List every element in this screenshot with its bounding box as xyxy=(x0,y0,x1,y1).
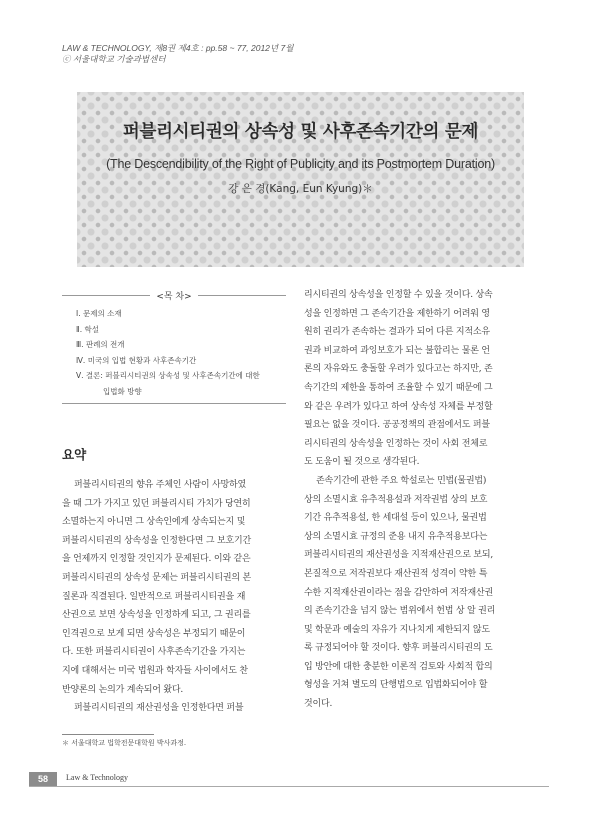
table-of-contents xyxy=(62,288,286,404)
abstract-line: 필요는 없을 것이다. 공공정책의 관점에서도 퍼블 xyxy=(304,420,490,431)
toc-bottom-rule xyxy=(62,403,286,404)
abstract-right-column xyxy=(304,286,544,714)
abstract-line: 반양론의 논의가 계속되어 왔다. xyxy=(62,684,184,695)
toc-rule-left xyxy=(62,295,150,296)
abstract-line: 퍼블리시티권의 향유 주체인 사람이 사망하였 xyxy=(74,480,247,490)
abstract-line: 퍼블리시티권의 상속성을 인정한다면 그 보호기간 xyxy=(62,535,252,546)
article-title: 퍼블리시티권의 상속성 및 사후존속기간의 문제 xyxy=(122,122,479,142)
toc-item: Ⅱ. 학설 xyxy=(76,324,99,334)
abstract-line: 질론과 직결된다. 일반적으로 퍼블리시티권을 재 xyxy=(62,591,246,602)
abstract-line: 인격권으로 보게 되면 상속성은 부정되기 때문이 xyxy=(62,628,246,639)
abstract-line: 지에 대해서는 미국 법원과 학자들 사이에서도 찬 xyxy=(62,665,248,676)
journal-citation: LAW & TECHNOLOGY, 제8권 제4호 : pp.58 ~ 77, 2012년 7월 xyxy=(62,43,294,53)
author-name: 강 은 경(Kang, Eun Kyung)＊ xyxy=(228,183,373,195)
abstract-line: 론의 자유와도 충돌할 우려가 있다고는 하지만, 존 xyxy=(304,364,493,375)
abstract-line: 록 규정되어야 할 것이다. 향후 퍼블리시티권의 도 xyxy=(304,643,493,654)
abstract-line: 소멸하는지 아니면 그 상속인에게 상속되는지 및 xyxy=(62,517,246,528)
footnote-rule xyxy=(62,734,154,735)
toc-rule-right xyxy=(198,295,286,296)
abstract-line: 산권으로 보면 상속성을 인정하게 되고, 그 권리를 xyxy=(62,610,251,621)
toc-item: 입법화 방향 xyxy=(103,386,142,396)
journal-header xyxy=(62,43,293,65)
abstract-line: 도 도움이 될 것으로 생각된다. xyxy=(304,457,420,468)
toc-item: Ⅳ. 미국의 입법 현황과 사후존속기간 xyxy=(76,355,197,365)
abstract-line: 리시티권의 상속성을 인정할 수 있을 것이다. 상속 xyxy=(304,290,493,300)
abstract-line: 리시티권의 상속성을 인정하는 것이 사회 전체로 xyxy=(304,438,488,449)
abstract-line: 을 때 그가 가지고 있던 퍼블리시티 가치가 당연히 xyxy=(62,498,251,509)
abstract-line: 수한 지적재산권이라는 점을 감안하여 저작재산권 xyxy=(304,587,494,598)
article-title-english: (The Descendibility of the Right of Publicity and its Postmortem Duration) xyxy=(106,157,495,171)
abstract-line: 권과 비교하여 과잉보호가 되는 불합리는 물론 언 xyxy=(304,345,490,356)
toc-item: Ⅴ. 결론: 퍼블리시티권의 상속성 및 사후존속기간에 대한 xyxy=(76,371,260,380)
abstract-line: 속기간의 제한을 통하여 조율할 수 있기 때문에 그 xyxy=(304,382,493,393)
abstract-line: 형성을 거쳐 별도의 단행법으로 입법화되어야 할 xyxy=(304,680,488,691)
abstract-line: 것이다. xyxy=(304,699,333,710)
abstract-line: 성을 인정하면 그 존속기간을 제한하기 어려워 영 xyxy=(304,308,490,319)
footnote: ＊ 서울대학교 법학전문대학원 박사과정. xyxy=(62,739,187,747)
footer-journal-name: Law & Technology xyxy=(66,773,128,782)
copyright-line: ⓒ 서울대학교 기술과법센터 xyxy=(62,54,166,64)
toc-heading: <목 차> xyxy=(156,291,192,302)
abstract-line: 원히 권리가 존속하는 결과가 되어 다른 지적소유 xyxy=(304,327,490,338)
abstract-line: 와 같은 우려가 있다고 하여 상속성 자체를 부정할 xyxy=(304,401,493,412)
abstract-line: 을 언제까지 인정할 것인지가 문제된다. 이와 같은 xyxy=(62,554,251,565)
abstract-line: 입 방안에 대한 충분한 이론적 검토와 사회적 합의 xyxy=(304,661,493,672)
abstract-line: 의 존속기간을 넘지 않는 범위에서 헌법 상 알 권리 xyxy=(304,606,496,617)
abstract-line: 다. 또한 퍼블리시티권이 사후존속기간을 가지는 xyxy=(62,647,246,658)
abstract-line: 존속기간에 관한 주요 학설로는 민법(물권법) xyxy=(316,475,487,486)
abstract-line: 기간 유추적용설, 한 세대설 등이 있으나, 물권법 xyxy=(304,513,487,524)
toc-item: Ⅲ. 판례의 전개 xyxy=(76,340,125,349)
abstract-left-column xyxy=(62,476,286,718)
abstract-line: 퍼블리시티권의 상속성 문제는 퍼블리시티권의 본 xyxy=(62,572,252,583)
abstract-line: 본질적으로 저작권보다 재산권적 성격이 약한 특 xyxy=(304,568,488,579)
abstract-heading: 요약 xyxy=(62,447,87,462)
title-banner xyxy=(77,92,524,267)
abstract-line: 및 학문과 예술의 자유가 지나치게 제한되지 않도 xyxy=(304,624,490,635)
page-number: 58 xyxy=(29,772,57,786)
abstract-line: 퍼블리시티권의 재산권성을 인정한다면 퍼블 xyxy=(74,703,244,714)
toc-item: Ⅰ. 문제의 소재 xyxy=(76,309,122,318)
abstract-line: 상의 소멸시효 규정의 준용 내지 유추적용보다는 xyxy=(304,531,488,542)
abstract-line: 상의 소멸시효 유추적용설과 저작권법 상의 보호 xyxy=(304,494,488,505)
footer-rule xyxy=(29,786,549,787)
abstract-line: 퍼블리시티권의 재산권성을 지적재산권으로 보되, xyxy=(304,550,494,561)
